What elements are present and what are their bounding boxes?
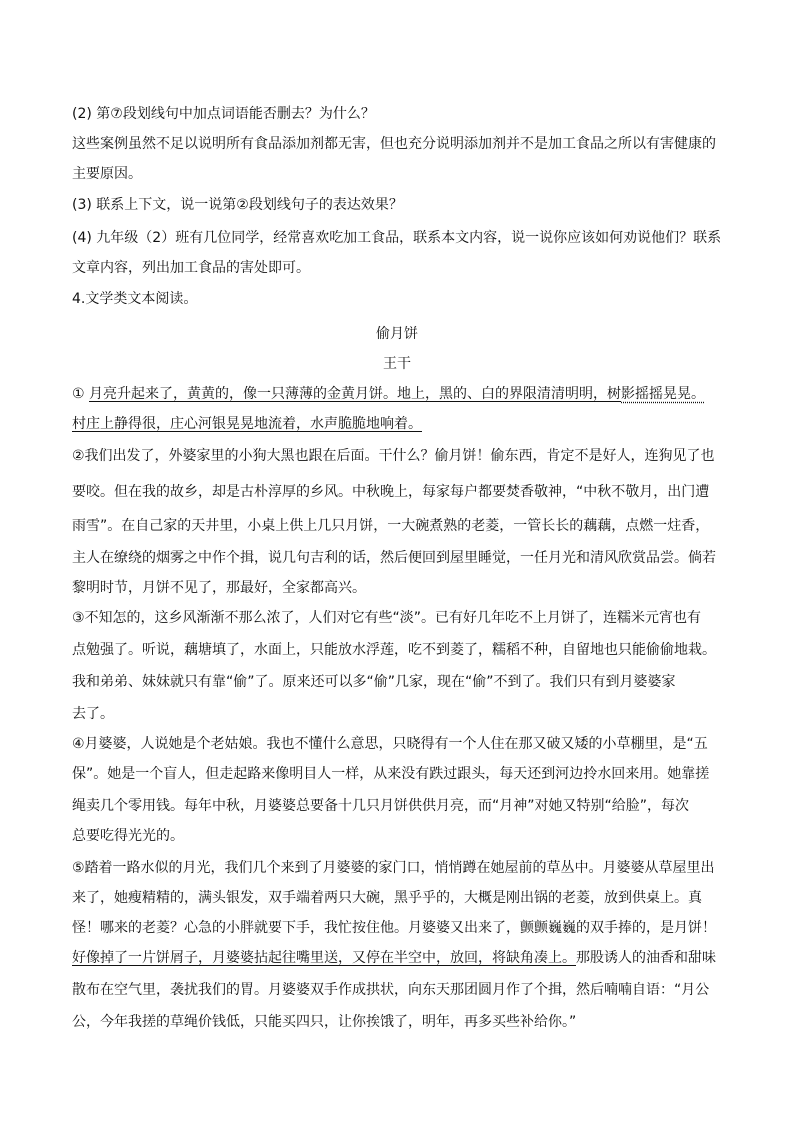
paragraph-5-line-3: 怪！哪来的老菱？心急的小胖就要下手，我忙按住他。月婆婆又出来了，颤颤巍巍的双手捧的，是月饼！ bbox=[72, 920, 716, 936]
paragraph-5-line-6: 公，今年我搓的草绳价钱低，只能买四只，让你挨饿了，明年，再多买些补给你。” bbox=[72, 1014, 577, 1030]
paragraph-2-line-4: 主人在缭绕的烟雾之中作个揖，说几句吉利的话，然后便回到屋里睡觉，一任月光和清风欣赏品尝。倘若 bbox=[72, 550, 716, 566]
dotted-emphasis: 影摇摇晃晃。 bbox=[621, 386, 706, 402]
underlined-sentence: 村庄上静得很，庄心河银晃晃地流着，水声脆脆地响着。 bbox=[72, 416, 422, 432]
paragraph-4-line-3: 绳卖几个零用钱。每年中秋，月婆婆总要备十几只月饼供供月亮，而“月神”对她又特别“给脸”，每次 bbox=[72, 798, 690, 814]
paragraph-2-line-1: ②我们出发了，外婆家里的小狗大黑也跟在后面。干什么？偷月饼！偷东西，肯定不是好人，连狗见了也 bbox=[72, 448, 715, 464]
sentence-text: 那股诱人的油香和甜味 bbox=[576, 950, 716, 966]
quote-line-1: 这些案例虽然不足以说明所有食品添加剂都无害，但也充分说明添加剂并不是加工食品之所以有害健康的 bbox=[72, 136, 716, 152]
paragraph-1-line-1 bbox=[72, 384, 722, 406]
paragraph-3-line-1: ③不知怎的，这乡风渐渐不那么浓了，人们对它有些“淡”。已有好几年吃不上月饼了，连糯米元宵也有 bbox=[72, 610, 702, 626]
paragraph-2-line-5: 黎明时节，月饼不见了，那最好，全家都高兴。 bbox=[72, 580, 366, 596]
paragraph-4-line-2: 保”。她是一个盲人，但走起路来像明目人一样，从来没有跌过跟头，每天还到河边拎水回来用。她靠搓 bbox=[72, 766, 710, 782]
paragraph-2-line-2: 要咬。但在我的故乡，却是古朴淳厚的乡风。中秋晚上，每家每户都要焚香敬神，“中秋不敬月，出门遭 bbox=[72, 484, 710, 500]
question-3: (3) 联系上下文，说一说第②段划线句子的表达效果？ bbox=[72, 197, 403, 213]
underlined-sentence: 月亮升起来了，黄黄的，像一只薄薄的金黄月饼。地上，黑的、白的界限清清明明，树 bbox=[89, 386, 622, 402]
paragraph-1-line-2 bbox=[72, 414, 722, 436]
paragraph-5-line-5: 散布在空气里，袭扰我们的胃。月婆婆双手作成拱状，向东天那团圆月作了个揖，然后喃喃自语：“月公 bbox=[72, 982, 710, 998]
underlined-sentence: 好像掉了一片饼屑子，月婆婆拈起往嘴里送，又停在半空中，放回，将缺角凑上。 bbox=[72, 950, 576, 966]
question-4-line-1: (4) 九年级（2）班有几位同学，经常喜欢吃加工食品，联系本文内容，说一说你应该如何劝说他们？联系 bbox=[72, 230, 722, 246]
paragraph-4-line-4: 总要吃得光光的。 bbox=[72, 828, 184, 844]
quote-line-2: 主要原因。 bbox=[72, 166, 142, 182]
paragraph-3-line-3: 我和弟弟、妹妹就只有靠“偷”了。原来还可以多“偷”几家，现在“偷”不到了。我们只有到月婆婆家 bbox=[72, 674, 676, 690]
paragraph-5-line-1: ⑤踏着一路水似的月光，我们几个来到了月婆婆的家门口，悄悄蹲在她屋前的草丛中。月婆婆从草屋里出 bbox=[72, 860, 715, 876]
paragraph-5-line-2: 来了，她瘦精精的，满头银发，双手端着两只大碗，黑乎乎的，大概是刚出锅的老菱，放到供桌上。真 bbox=[72, 890, 702, 906]
paragraph-3-line-4: 去了。 bbox=[72, 706, 114, 722]
question-4-line-2: 文章内容，列出加工食品的害处即可。 bbox=[72, 260, 310, 276]
paragraph-number: ① bbox=[72, 386, 85, 402]
section-heading: 4.文学类文本阅读。 bbox=[72, 291, 198, 307]
paragraph-4-line-1: ④月婆婆，人说她是个老姑娘。我也不懂什么意思，只晓得有一个人住在那又破又矮的小草棚里，是“五 bbox=[72, 736, 708, 752]
paragraph-3-line-2: 点勉强了。听说，藕塘填了，水面上，只能放水浮莲，吃不到菱了，糯稻不种，自留地也只能偷偷地栽。 bbox=[72, 642, 716, 658]
question-2: (2) 第⑦段划线句中加点词语能否删去？为什么？ bbox=[72, 106, 375, 122]
article-author: 王干 bbox=[383, 356, 411, 372]
paragraph-2-line-3: 雨雪”。在自己家的天井里，小桌上供上几只月饼，一大碗煮熟的老菱，一管长长的藕藕，点燃一炷香， bbox=[72, 518, 710, 534]
paragraph-5-line-4 bbox=[72, 948, 722, 970]
article-title: 偷月饼 bbox=[376, 326, 418, 342]
